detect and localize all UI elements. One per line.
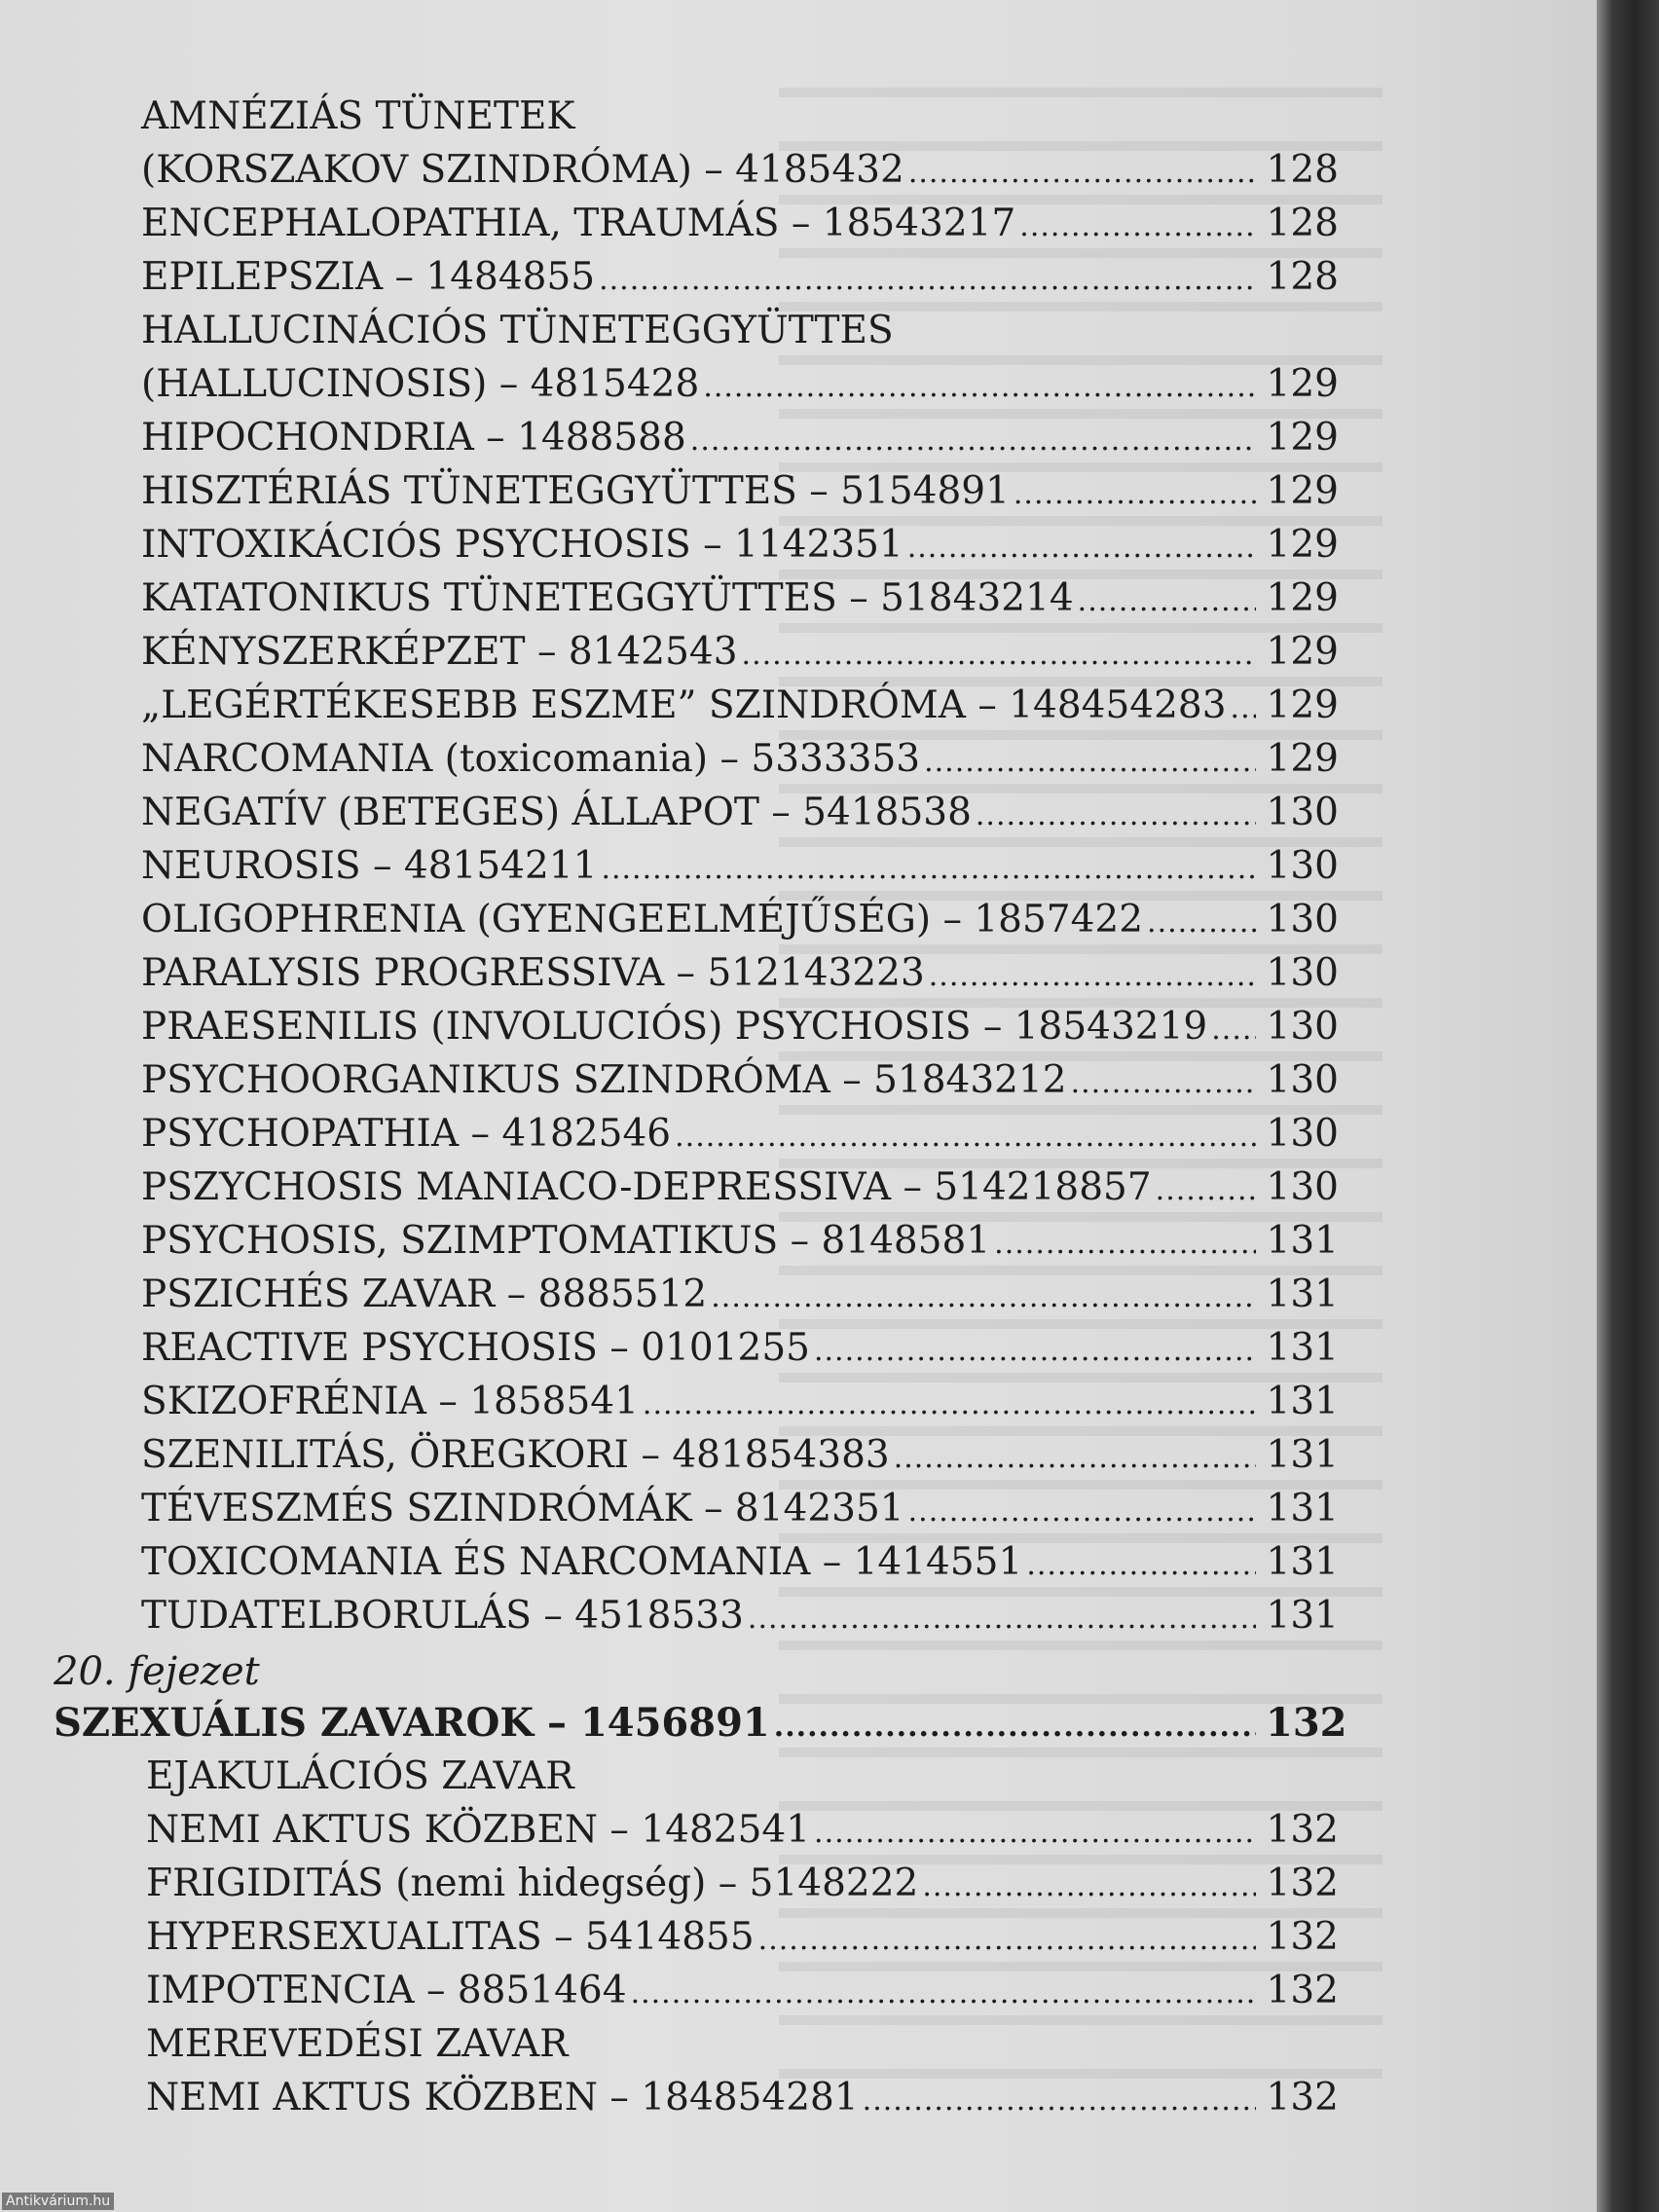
chapter-title-entry xyxy=(54,1696,1347,1750)
toc-page-number: 129 xyxy=(1266,683,1339,727)
leader-dots xyxy=(1026,1538,1256,1592)
toc-entry xyxy=(54,1964,1339,2017)
leader-dots xyxy=(1147,896,1256,949)
toc-entry-title: PSYCHOSIS, SZIMPTOMATIKUS – 8148581 xyxy=(141,1219,991,1263)
leader-dots xyxy=(863,2074,1256,2127)
toc-page-number: 129 xyxy=(1266,523,1339,567)
leader-dots xyxy=(976,789,1256,842)
toc-entry xyxy=(54,571,1339,625)
leader-dots xyxy=(924,735,1256,789)
toc-entry xyxy=(54,304,1339,357)
leader-dots xyxy=(1156,1163,1256,1217)
leader-dots xyxy=(711,1271,1256,1324)
toc-entry-title: TÉVESZMÉS SZINDRÓMÁK – 8142351 xyxy=(141,1487,904,1530)
toc-entry-title: KATATONIKUS TÜNETEGGYÜTTES – 51843214 xyxy=(141,576,1074,620)
toc-entry-title: „LEGÉRTÉKESEBB ESZME” SZINDRÓMA – 148454283 xyxy=(141,683,1227,727)
toc-entry-title: SZENILITÁS, ÖREGKORI – 481854383 xyxy=(141,1433,890,1477)
toc-entry xyxy=(54,357,1339,411)
toc-entry xyxy=(54,1214,1339,1268)
toc-entry-title: TOXICOMANIA ÉS NARCOMANIA – 1414551 xyxy=(141,1540,1023,1584)
toc-entry xyxy=(54,1321,1339,1375)
chapter-page-number: 132 xyxy=(1266,1700,1347,1746)
toc-page-number: 129 xyxy=(1266,737,1339,781)
toc-entry-title: EJAKULÁCIÓS ZAVAR xyxy=(146,1754,574,1798)
toc-entry-title: EPILEPSZIA – 1484855 xyxy=(141,255,596,299)
toc-entry xyxy=(54,2017,1339,2071)
toc-page-number: 128 xyxy=(1266,255,1339,299)
toc-page-number: 129 xyxy=(1266,362,1339,406)
leader-dots xyxy=(690,414,1256,467)
toc-entry-title: AMNÉZIÁS TÜNETEK xyxy=(141,94,575,138)
toc-entry xyxy=(54,2071,1339,2124)
leader-dots xyxy=(814,1324,1256,1378)
toc-entry-title: PRAESENILIS (INVOLUCIÓS) PSYCHOSIS – 18543219 xyxy=(141,1005,1208,1049)
toc-entry-title: KÉNYSZERKÉPZET – 8142543 xyxy=(141,630,738,674)
toc-entry-title: NARCOMANIA (toxicomania) – 5333353 xyxy=(141,737,921,781)
toc-entry-title: ENCEPHALOPATHIA, TRAUMÁS – 18543217 xyxy=(141,202,1016,245)
leader-dots xyxy=(1231,682,1256,735)
toc-entry xyxy=(54,1107,1339,1161)
leader-dots xyxy=(748,1592,1256,1645)
leader-dots xyxy=(1019,200,1256,253)
toc-entry xyxy=(54,786,1339,839)
leader-dots xyxy=(908,1485,1256,1538)
toc-page-number: 129 xyxy=(1266,576,1339,620)
leader-dots xyxy=(631,1967,1256,2020)
toc-page-number: 128 xyxy=(1266,202,1339,245)
toc-entry xyxy=(54,732,1339,786)
toc-page-number: 129 xyxy=(1266,416,1339,460)
table-of-contents xyxy=(54,90,1347,2124)
toc-page-number: 130 xyxy=(1266,844,1339,888)
toc-entry xyxy=(54,1589,1339,1642)
toc-entry xyxy=(54,197,1339,250)
toc-page-number: 130 xyxy=(1266,898,1339,941)
leader-dots xyxy=(643,1378,1256,1431)
leader-dots xyxy=(814,1806,1256,1860)
leader-dots xyxy=(758,1913,1256,1967)
toc-page-number: 129 xyxy=(1266,630,1339,674)
toc-entry xyxy=(54,893,1339,946)
toc-entry-title: PSZICHÉS ZAVAR – 8885512 xyxy=(141,1272,708,1316)
leader-dots xyxy=(908,146,1256,200)
toc-page-number: 131 xyxy=(1266,1433,1339,1477)
toc-entry xyxy=(54,625,1339,679)
toc-entry xyxy=(54,1857,1339,1910)
toc-entry xyxy=(54,1535,1339,1589)
toc-entry-title: INTOXIKÁCIÓS PSYCHOSIS – 1142351 xyxy=(141,523,903,567)
toc-entry-title: IMPOTENCIA – 8851464 xyxy=(146,1969,627,2012)
toc-entry xyxy=(54,411,1339,464)
leader-dots xyxy=(994,1217,1256,1271)
toc-entry-title: REACTIVE PSYCHOSIS – 0101255 xyxy=(141,1326,810,1370)
toc-entry-title: OLIGOPHRENIA (GYENGEELMÉJŰSÉG) – 1857422 xyxy=(141,898,1144,941)
toc-page-number: 130 xyxy=(1266,1005,1339,1049)
toc-entry-title: PSYCHOPATHIA – 4182546 xyxy=(141,1112,672,1156)
toc-page-number: 129 xyxy=(1266,469,1339,513)
toc-section-20 xyxy=(54,1750,1339,2124)
toc-entry-title: SKIZOFRÉNIA – 1858541 xyxy=(141,1380,639,1423)
toc-entry-title: (HALLUCINOSIS) – 4815428 xyxy=(141,362,700,406)
toc-page-number: 131 xyxy=(1266,1594,1339,1638)
toc-entry-title: NEGATÍV (BETEGES) ÁLLAPOT – 5418538 xyxy=(141,791,972,834)
toc-page-number: 131 xyxy=(1266,1326,1339,1370)
toc-entry xyxy=(54,464,1339,518)
toc-entry xyxy=(54,946,1339,1000)
chapter-title: SZEXUÁLIS ZAVAROK – 1456891 xyxy=(54,1700,770,1746)
leader-dots xyxy=(1071,1056,1256,1110)
leader-dots xyxy=(922,1860,1256,1913)
leader-dots xyxy=(907,521,1256,574)
leader-dots xyxy=(703,360,1256,414)
chapter-label: 20. fejezet xyxy=(54,1649,260,1694)
toc-page-number: 131 xyxy=(1266,1219,1339,1263)
leader-dots xyxy=(774,1700,1256,1753)
toc-entry xyxy=(54,1161,1339,1214)
toc-page-number: 130 xyxy=(1266,1165,1339,1209)
watermark: Antikvárium.hu xyxy=(2,2193,114,2210)
toc-entry-title: PSZYCHOSIS MANIACO-DEPRESSIVA – 514218857 xyxy=(141,1165,1152,1209)
book-spine xyxy=(1597,0,1659,2212)
leader-dots xyxy=(1078,574,1256,628)
toc-entry xyxy=(54,1910,1339,1964)
toc-page-number: 132 xyxy=(1266,1862,1339,1905)
leader-dots xyxy=(894,1431,1256,1485)
toc-entry-title: MEREVEDÉSI ZAVAR xyxy=(146,2022,569,2066)
toc-entry xyxy=(54,1375,1339,1428)
leader-dots xyxy=(929,949,1256,1003)
toc-page-number: 131 xyxy=(1266,1540,1339,1584)
toc-entry xyxy=(54,1750,1339,1803)
leader-dots xyxy=(742,628,1256,682)
toc-entry xyxy=(54,518,1339,571)
toc-entry xyxy=(54,839,1339,893)
toc-entry xyxy=(54,679,1339,732)
toc-entry-title: PSYCHOORGANIKUS SZINDRÓMA – 51843212 xyxy=(141,1058,1067,1102)
toc-entry-title: HYPERSEXUALITAS – 5414855 xyxy=(146,1915,755,1959)
leader-dots xyxy=(675,1110,1256,1163)
leader-dots xyxy=(1014,467,1256,521)
toc-entry-title: (KORSZAKOV SZINDRÓMA) – 4185432 xyxy=(141,148,904,192)
toc-page-number: 128 xyxy=(1266,148,1339,192)
toc-entry xyxy=(54,1053,1339,1107)
toc-entry-title: PARALYSIS PROGRESSIVA – 512143223 xyxy=(141,951,925,995)
toc-entry xyxy=(54,90,1339,143)
toc-entry xyxy=(54,1482,1339,1535)
toc-entry xyxy=(54,250,1339,304)
leader-dots xyxy=(601,842,1256,896)
toc-page-number: 132 xyxy=(1266,1915,1339,1959)
toc-page-number: 130 xyxy=(1266,951,1339,995)
toc-section-19 xyxy=(54,90,1339,1642)
toc-entry-title: HISZTÉRIÁS TÜNETEGGYÜTTES – 5154891 xyxy=(141,469,1010,513)
toc-page-number: 130 xyxy=(1266,791,1339,834)
toc-page-number: 130 xyxy=(1266,1058,1339,1102)
toc-entry-title: NEUROSIS – 48154211 xyxy=(141,844,598,888)
toc-entry-title: TUDATELBORULÁS – 4518533 xyxy=(141,1594,744,1638)
toc-page-number: 130 xyxy=(1266,1112,1339,1156)
toc-entry-title: HIPOCHONDRIA – 1488588 xyxy=(141,416,686,460)
toc-page-number: 132 xyxy=(1266,2076,1339,2120)
toc-page-number: 132 xyxy=(1266,1969,1339,2012)
toc-entry xyxy=(54,1428,1339,1482)
leader-dots xyxy=(599,253,1256,307)
toc-entry-title: HALLUCINÁCIÓS TÜNETEGGYÜTTES xyxy=(141,309,894,352)
toc-entry-title: FRIGIDITÁS (nemi hidegség) – 5148222 xyxy=(146,1862,919,1905)
toc-entry xyxy=(54,143,1339,197)
toc-entry-title: NEMI AKTUS KÖZBEN – 184854281 xyxy=(146,2076,859,2120)
toc-entry xyxy=(54,1803,1339,1857)
toc-entry xyxy=(54,1268,1339,1321)
toc-page-number: 132 xyxy=(1266,1808,1339,1852)
toc-page-number: 131 xyxy=(1266,1272,1339,1316)
toc-page-number: 131 xyxy=(1266,1380,1339,1423)
toc-entry-title: NEMI AKTUS KÖZBEN – 1482541 xyxy=(146,1808,811,1852)
toc-page-number: 131 xyxy=(1266,1487,1339,1530)
toc-entry xyxy=(54,1000,1339,1053)
leader-dots xyxy=(1211,1003,1256,1056)
